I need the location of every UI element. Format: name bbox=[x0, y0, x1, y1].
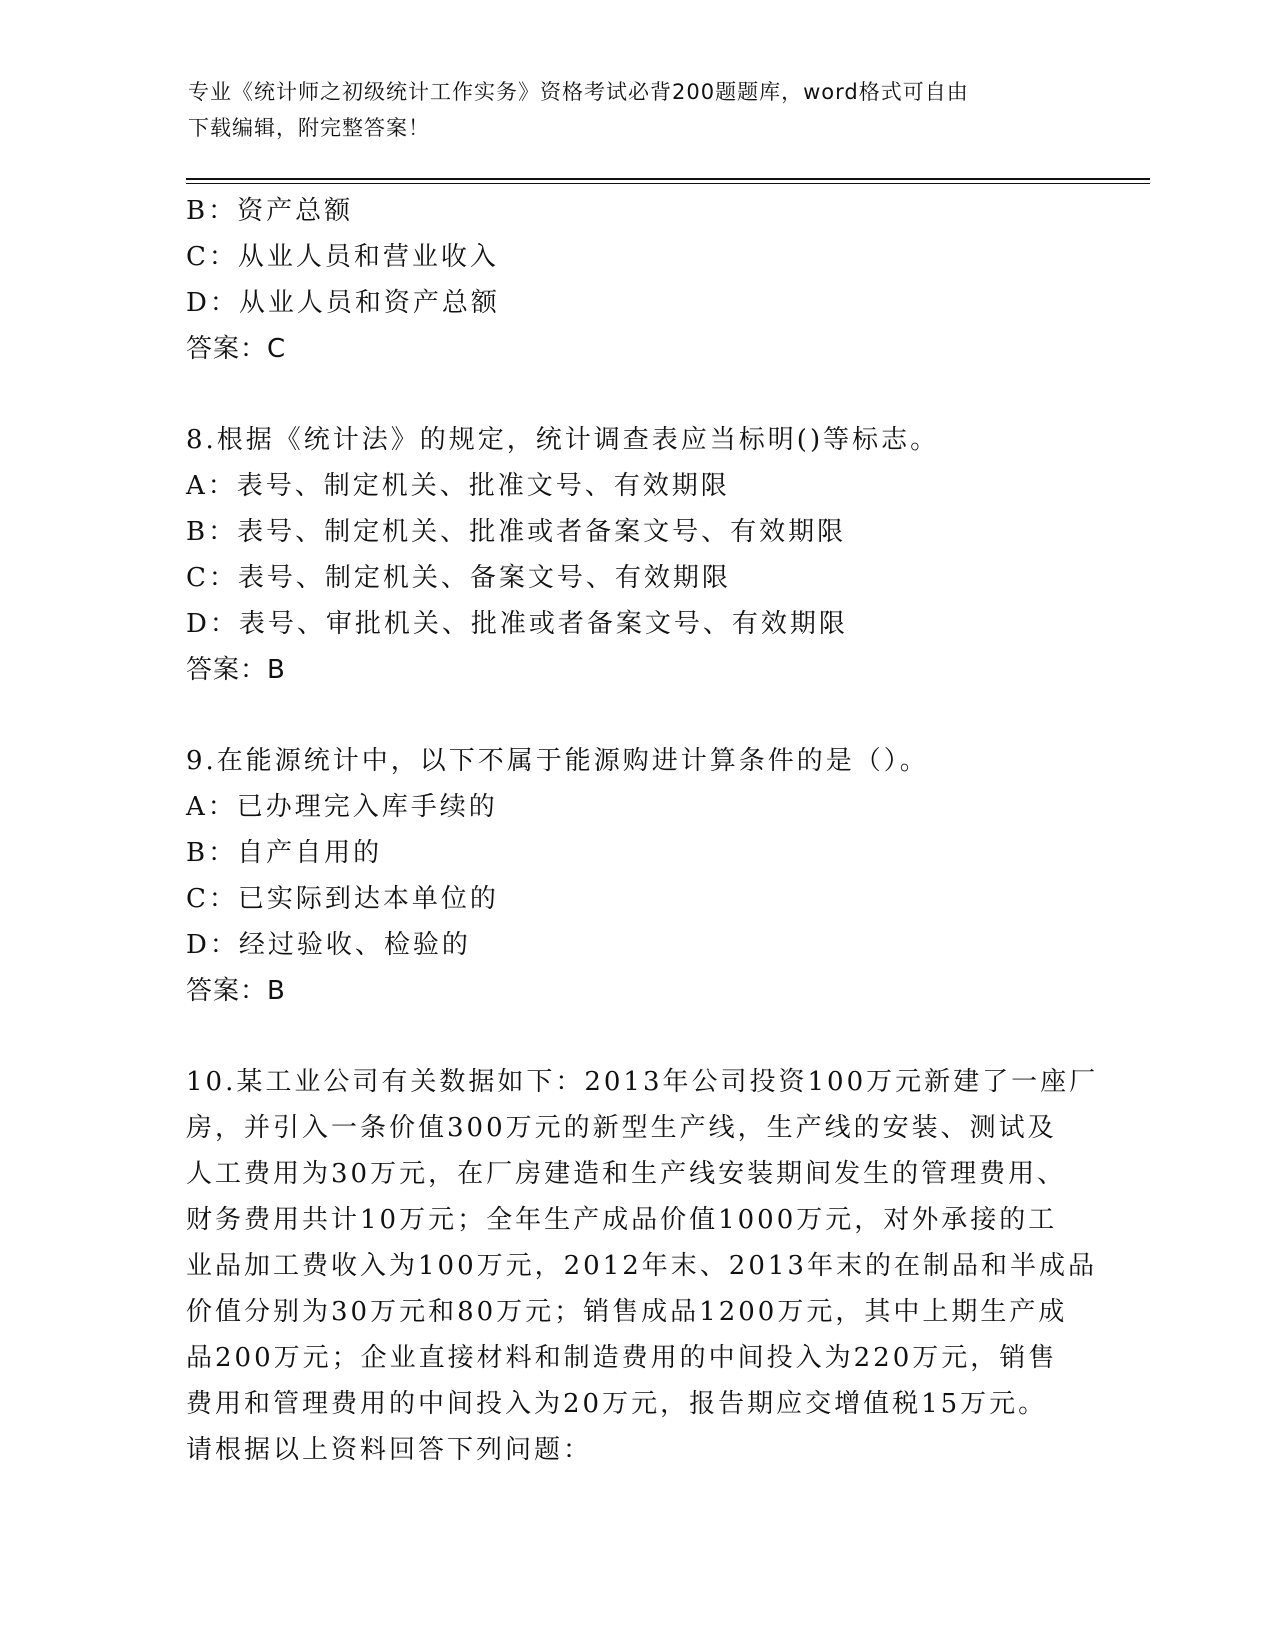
question-8 bbox=[186, 417, 1086, 693]
option-b: B：资产总额 bbox=[186, 196, 354, 226]
answer: 答案：B bbox=[186, 655, 286, 685]
option-d: D：表号、审批机关、批准或者备案文号、有效期限 bbox=[186, 609, 848, 639]
option-a: A：表号、制定机关、批准文号、有效期限 bbox=[186, 471, 730, 501]
option-b: B：自产自用的 bbox=[186, 838, 383, 868]
question-text: 8.根据《统计法》的规定，统计调查表应当标明()等标志。 bbox=[186, 425, 940, 455]
answer: 答案：C bbox=[186, 334, 287, 364]
question-text-line: 房，并引入一条价值300万元的新型生产线，生产线的安装、测试及 bbox=[186, 1113, 1057, 1143]
option-c: C：从业人员和营业收入 bbox=[186, 242, 499, 272]
question-7-tail bbox=[186, 188, 1086, 372]
question-10 bbox=[186, 1059, 1099, 1473]
option-d: D：经过验收、检验的 bbox=[186, 930, 471, 960]
question-text-line: 财务费用共计10万元；全年生产成品价值1000万元，对外承接的工 bbox=[186, 1205, 1058, 1235]
question-text-line: 人工费用为30万元，在厂房建造和生产线安装期间发生的管理费用、 bbox=[186, 1159, 1067, 1189]
question-text-line: 业品加工费收入为100万元，2012年末、2013年末的在制品和半成品 bbox=[186, 1251, 1097, 1281]
header-divider-thin bbox=[186, 183, 1150, 184]
spacer bbox=[186, 1014, 1086, 1059]
question-text-line: 品200万元；企业直接材料和制造费用的中间投入为220万元，销售 bbox=[186, 1343, 1058, 1373]
question-text-line: 请根据以上资料回答下列问题： bbox=[186, 1435, 593, 1465]
header-divider-thick bbox=[186, 178, 1150, 180]
question-text-line: 费用和管理费用的中间投入为20万元，报告期应交增值税15万元。 bbox=[186, 1389, 1048, 1419]
option-a: A：已办理完入库手续的 bbox=[186, 792, 498, 822]
spacer bbox=[186, 372, 1086, 417]
header-line-1: 专业《统计师之初级统计工作实务》资格考试必背200题题库，word格式可自由 bbox=[188, 80, 969, 104]
question-content bbox=[186, 188, 1099, 1473]
document-header bbox=[188, 74, 1068, 146]
option-d: D：从业人员和资产总额 bbox=[186, 288, 500, 318]
question-9 bbox=[186, 738, 1086, 1014]
answer: 答案：B bbox=[186, 976, 286, 1006]
option-c: C：已实际到达本单位的 bbox=[186, 884, 499, 914]
header-line-2: 下载编辑，附完整答案！ bbox=[188, 116, 430, 140]
question-text-line: 10.某工业公司有关数据如下：2013年公司投资100万元新建了一座厂 bbox=[186, 1067, 1099, 1097]
spacer bbox=[186, 693, 1086, 738]
question-text: 9.在能源统计中，以下不属于能源购进计算条件的是（）。 bbox=[186, 746, 929, 776]
question-text-line: 价值分别为30万元和80万元；销售成品1200万元，其中上期生产成 bbox=[186, 1297, 1068, 1327]
option-b: B：表号、制定机关、批准或者备案文号、有效期限 bbox=[186, 517, 847, 547]
option-c: C：表号、制定机关、备案文号、有效期限 bbox=[186, 563, 731, 593]
